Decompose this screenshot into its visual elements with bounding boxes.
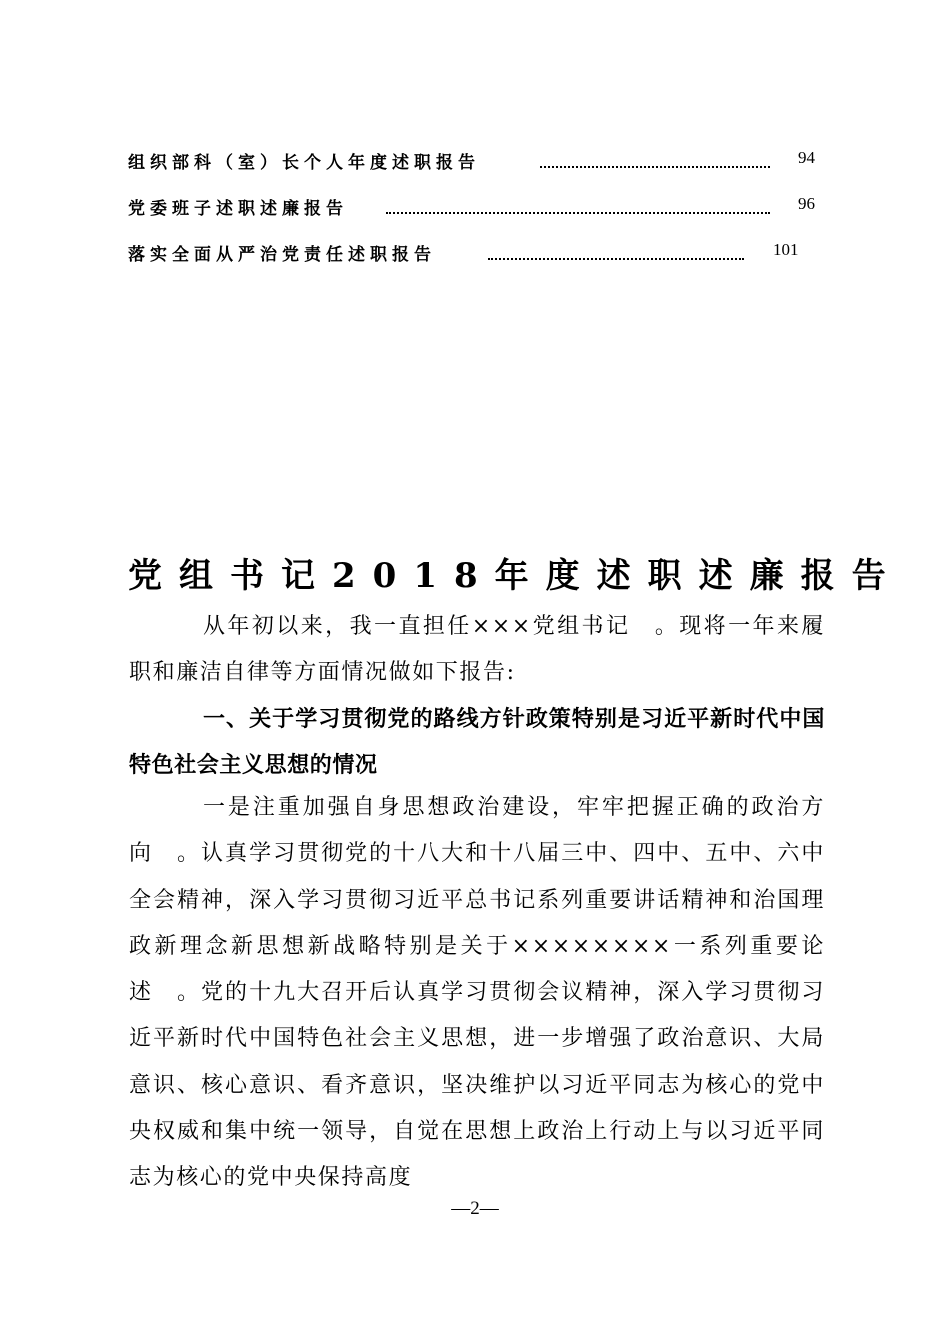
table-of-contents xyxy=(128,144,828,282)
body-paragraph: 一是注重加强自身思想政治建设，牢牢把握正确的政治方向 。认真学习贯彻党的十八大和十八届三中、四中、五中、六中全会精神，深入学习贯彻习近平总书记系列重要讲话精神和治国理政新理念新思想新战略特别是关于××××××××一系列重要论述 。党的十九大召开后认真学习贯彻会议精神，深入学习贯彻习近平新时代中国特色社会主义思想，进一步增强了政治意识、大局意识、核心意识、看齐意识，坚决维护以习近平同志为核心的党中央权威和集中统一领导，自觉在思想上政治上行动上与以习近平同志为核心的党中央保持高度 xyxy=(129,795,825,1191)
intro-paragraph: 从年初以来，我一直担任×××党组书记 。现将一年来履职和廉洁自律等方面情况做如下报告: xyxy=(129,614,825,686)
toc-item-title: 落实全面从严治党责任述职报告 xyxy=(128,245,436,265)
page-number: —2— xyxy=(451,1198,499,1219)
toc-item-page: 101 xyxy=(773,240,799,259)
toc-leader-dots xyxy=(386,200,770,214)
toc-leader-dots xyxy=(540,154,770,168)
toc-item[interactable] xyxy=(128,190,828,236)
toc-item[interactable] xyxy=(128,144,828,190)
toc-item[interactable] xyxy=(128,236,828,282)
toc-item-title: 组织部科（室）长个人年度述职报告 xyxy=(128,153,480,173)
document-title: 党组书记2018年度述职述廉报告 xyxy=(128,556,903,596)
toc-item-title: 党委班子述职述廉报告 xyxy=(128,199,348,219)
toc-leader-dots xyxy=(488,246,744,260)
toc-item-page: 96 xyxy=(798,194,815,213)
section-heading: 一、关于学习贯彻党的路线方针政策特别是习近平新时代中国特色社会主义思想的情况 xyxy=(129,707,825,779)
toc-item-page: 94 xyxy=(798,148,815,167)
